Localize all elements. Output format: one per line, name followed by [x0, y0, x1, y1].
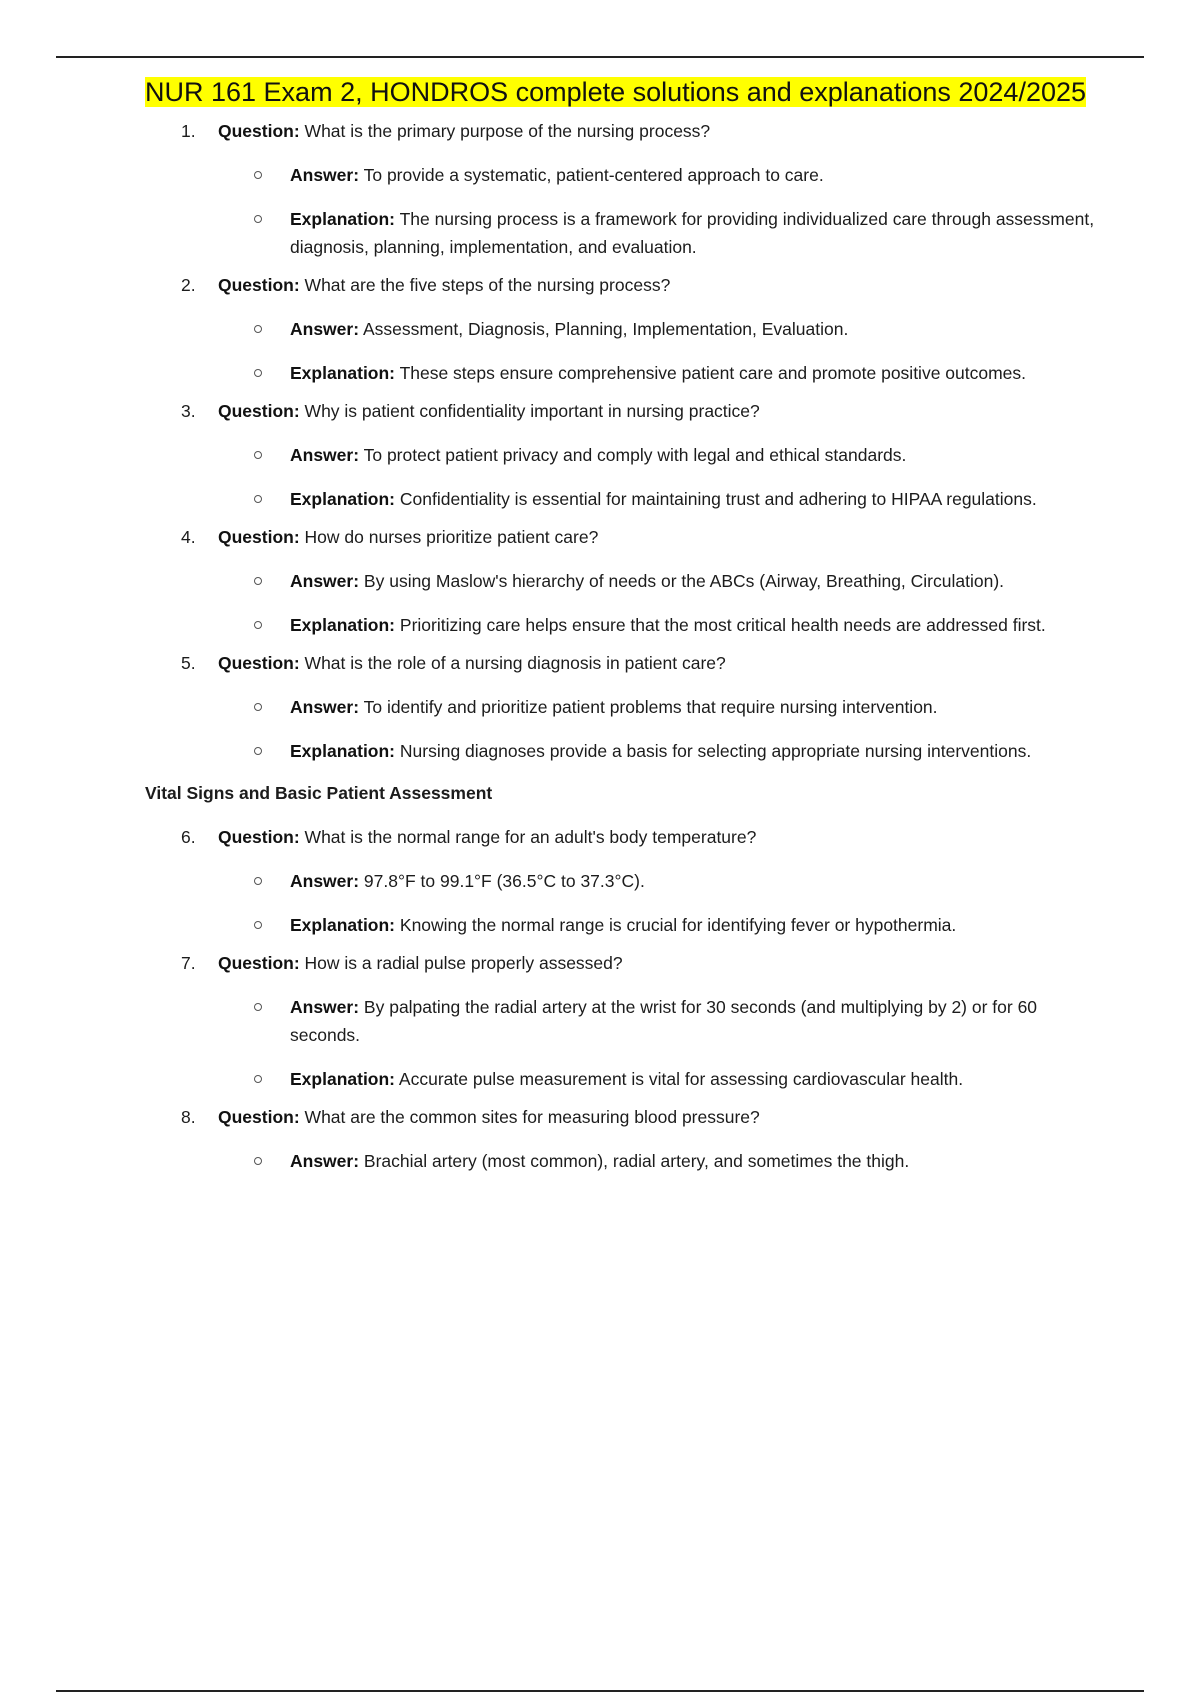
question-label: Question:	[218, 121, 300, 141]
question-number: 8.	[181, 1107, 196, 1127]
question-line	[218, 117, 1105, 145]
answer-text: To protect patient privacy and comply with legal and ethical standards.	[363, 445, 907, 465]
question-text: What is the primary purpose of the nursing process?	[304, 121, 711, 141]
hollow-bullet-icon	[254, 621, 262, 629]
bottom-rule	[56, 1690, 1144, 1692]
question-item	[145, 1103, 1105, 1175]
question-label: Question:	[218, 1107, 300, 1127]
hollow-bullet-icon	[254, 921, 262, 929]
answer-row	[218, 567, 1105, 595]
question-line	[218, 523, 1105, 551]
explanation-text: Accurate pulse measurement is vital for assessing cardiovascular health.	[398, 1069, 964, 1089]
question-number: 6.	[181, 827, 196, 847]
question-item	[145, 823, 1105, 939]
question-line	[218, 397, 1105, 425]
top-rule	[56, 56, 1144, 58]
question-item	[145, 117, 1105, 261]
explanation-row	[218, 911, 1105, 939]
section-heading: Vital Signs and Basic Patient Assessment	[145, 783, 493, 803]
answer-label: Answer:	[290, 697, 360, 717]
question-text: How do nurses prioritize patient care?	[304, 527, 599, 547]
explanation-row	[218, 359, 1105, 387]
hollow-bullet-icon	[254, 1157, 262, 1165]
explanation-label: Explanation:	[290, 1069, 396, 1089]
question-number: 7.	[181, 953, 196, 973]
answer-label: Answer:	[290, 571, 360, 591]
question-label: Question:	[218, 953, 300, 973]
hollow-bullet-icon	[254, 369, 262, 377]
question-item	[145, 949, 1105, 1093]
document-body	[145, 73, 1105, 1185]
explanation-text: The nursing process is a framework for providing individualized care through assessment, diagnosis, planning, implementation, and evaluation.	[290, 209, 1095, 257]
question-line	[218, 823, 1105, 851]
answer-label: Answer:	[290, 445, 360, 465]
answer-text: 97.8°F to 99.1°F (36.5°C to 37.3°C).	[363, 871, 645, 891]
hollow-bullet-icon	[254, 1075, 262, 1083]
hollow-bullet-icon	[254, 325, 262, 333]
answer-label: Answer:	[290, 997, 360, 1017]
explanation-text: These steps ensure comprehensive patient care and promote positive outcomes.	[399, 363, 1027, 383]
hollow-bullet-icon	[254, 703, 262, 711]
hollow-bullet-icon	[254, 577, 262, 585]
answer-row	[218, 867, 1105, 895]
question-number: 5.	[181, 653, 196, 673]
explanation-label: Explanation:	[290, 209, 396, 229]
explanation-row	[218, 485, 1105, 513]
explanation-text: Confidentiality is essential for maintaining trust and adhering to HIPAA regulations.	[399, 489, 1037, 509]
explanation-label: Explanation:	[290, 915, 396, 935]
answer-label: Answer:	[290, 871, 360, 891]
answer-text: To provide a systematic, patient-centered approach to care.	[363, 165, 824, 185]
explanation-row	[218, 611, 1105, 639]
question-number: 1.	[181, 121, 196, 141]
explanation-row	[218, 737, 1105, 765]
answer-label: Answer:	[290, 165, 360, 185]
answer-row	[218, 1147, 1105, 1175]
explanation-label: Explanation:	[290, 489, 396, 509]
answer-text: To identify and prioritize patient problems that require nursing intervention.	[363, 697, 938, 717]
explanation-row	[218, 205, 1105, 261]
question-label: Question:	[218, 401, 300, 421]
question-number: 4.	[181, 527, 196, 547]
title-highlight: NUR 161 Exam 2, HONDROS complete solutions and explanations 2024/2025	[145, 77, 1087, 107]
answer-label: Answer:	[290, 1151, 360, 1171]
question-groups	[145, 117, 1105, 1175]
question-text: What is the normal range for an adult's body temperature?	[304, 827, 757, 847]
question-item	[145, 649, 1105, 765]
hollow-bullet-icon	[254, 747, 262, 755]
explanation-text: Nursing diagnoses provide a basis for selecting appropriate nursing interventions.	[399, 741, 1032, 761]
hollow-bullet-icon	[254, 171, 262, 179]
answer-row	[218, 693, 1105, 721]
hollow-bullet-icon	[254, 495, 262, 503]
explanation-row	[218, 1065, 1105, 1093]
question-text: Why is patient confidentiality important in nursing practice?	[304, 401, 760, 421]
hollow-bullet-icon	[254, 1003, 262, 1011]
question-item	[145, 523, 1105, 639]
answer-label: Answer:	[290, 319, 360, 339]
question-text: What are the five steps of the nursing process?	[304, 275, 671, 295]
question-number: 2.	[181, 275, 196, 295]
explanation-label: Explanation:	[290, 615, 396, 635]
document-title	[145, 73, 1105, 111]
answer-text: By palpating the radial artery at the wrist for 30 seconds (and multiplying by 2) or for 60 seconds.	[290, 997, 1038, 1045]
question-text: What are the common sites for measuring blood pressure?	[304, 1107, 760, 1127]
hollow-bullet-icon	[254, 877, 262, 885]
question-label: Question:	[218, 275, 300, 295]
question-label: Question:	[218, 827, 300, 847]
answer-row	[218, 993, 1105, 1049]
question-item	[145, 397, 1105, 513]
answer-text: Brachial artery (most common), radial artery, and sometimes the thigh.	[363, 1151, 910, 1171]
question-item	[145, 271, 1105, 387]
question-line	[218, 949, 1105, 977]
explanation-label: Explanation:	[290, 741, 396, 761]
question-text: What is the role of a nursing diagnosis in patient care?	[304, 653, 726, 673]
question-line	[218, 1103, 1105, 1131]
answer-row	[218, 441, 1105, 469]
question-label: Question:	[218, 653, 300, 673]
explanation-text: Prioritizing care helps ensure that the most critical health needs are addressed first.	[399, 615, 1046, 635]
answer-row	[218, 315, 1105, 343]
explanation-label: Explanation:	[290, 363, 396, 383]
answer-text: Assessment, Diagnosis, Planning, Implementation, Evaluation.	[362, 319, 849, 339]
hollow-bullet-icon	[254, 451, 262, 459]
question-text: How is a radial pulse properly assessed?	[304, 953, 623, 973]
question-number: 3.	[181, 401, 196, 421]
question-label: Question:	[218, 527, 300, 547]
hollow-bullet-icon	[254, 215, 262, 223]
question-line	[218, 649, 1105, 677]
answer-row	[218, 161, 1105, 189]
answer-text: By using Maslow's hierarchy of needs or the ABCs (Airway, Breathing, Circulation).	[363, 571, 1005, 591]
question-line	[218, 271, 1105, 299]
explanation-text: Knowing the normal range is crucial for identifying fever or hypothermia.	[399, 915, 957, 935]
